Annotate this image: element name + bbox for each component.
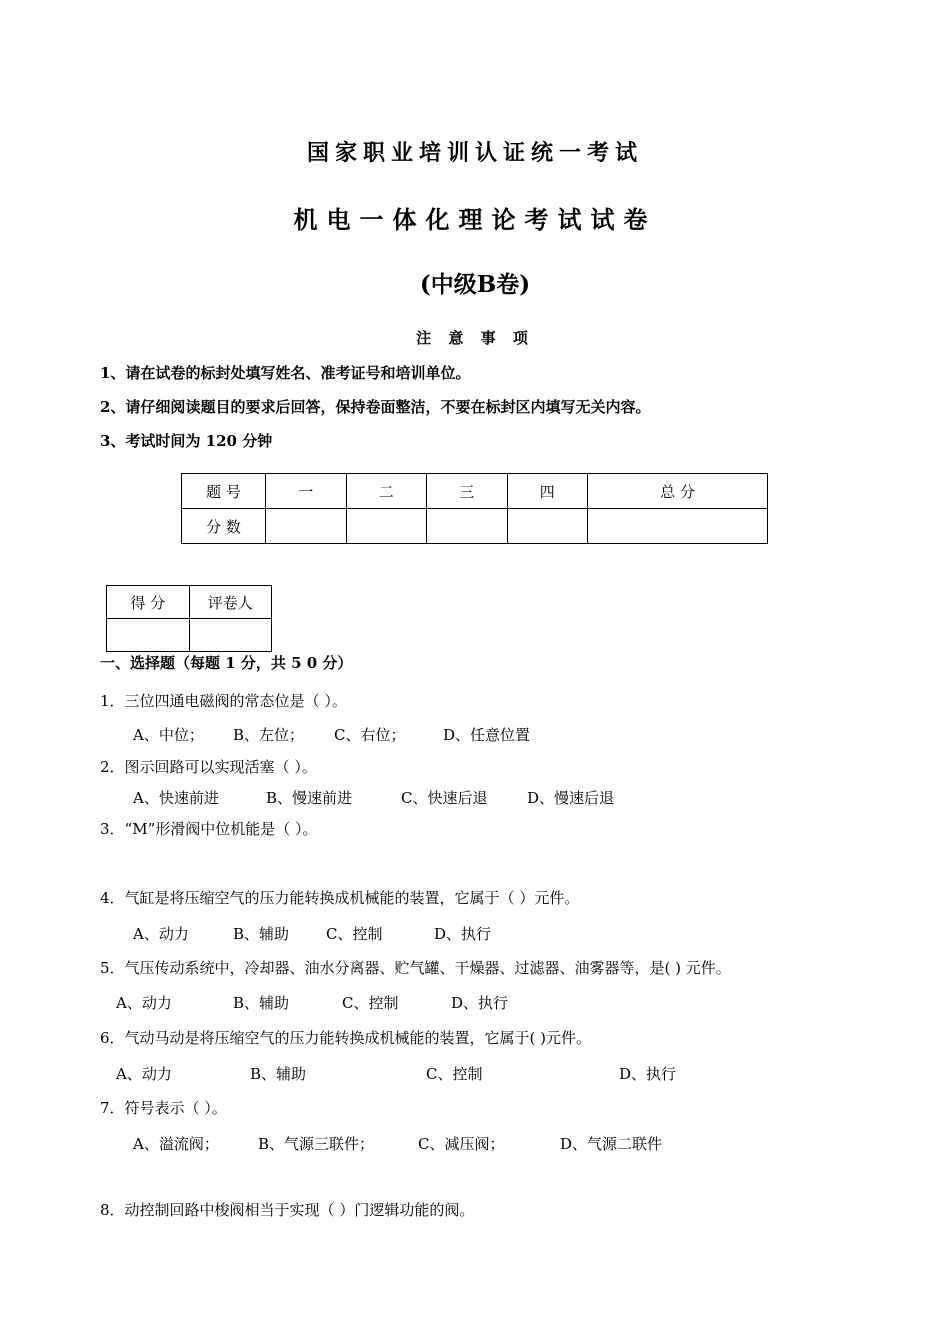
score-input-cell[interactable] — [588, 509, 768, 544]
option: B、辅助 — [233, 925, 290, 943]
score-header-cell: 四 — [507, 474, 588, 509]
question-text: 7．符号表示（ ）。 — [100, 1099, 227, 1117]
option: D、慢速后退 — [527, 789, 615, 807]
score-table — [181, 473, 768, 544]
question-text: 1．三位四通电磁阀的常态位是（ ）。 — [100, 692, 347, 710]
option: B、辅助 — [233, 994, 290, 1012]
option: A、动力 — [133, 925, 189, 943]
notice-item: 1、请在试卷的标封处填写姓名、准考证号和培训单位。 — [100, 364, 471, 382]
option: D、气源二联件 — [560, 1135, 663, 1153]
grader-header-cell: 评卷人 — [189, 586, 272, 619]
option: C、快速后退 — [401, 789, 488, 807]
score-header-cell: 三 — [427, 474, 508, 509]
question-text: 6．气动马动是将压缩空气的压力能转换成机械能的装置，它属于( )元件。 — [100, 1029, 592, 1047]
option: A、溢流阀； — [133, 1135, 219, 1153]
option: C、控制 — [326, 925, 383, 943]
score-input-cell[interactable] — [507, 509, 588, 544]
option: C、减压阀； — [418, 1135, 505, 1153]
option: D、执行 — [451, 994, 509, 1012]
score-header-cell: 一 — [266, 474, 347, 509]
table-row — [107, 619, 272, 652]
question-text: 3．“M”形滑阀中位机能是（ ）。 — [100, 820, 318, 838]
score-input-cell[interactable] — [346, 509, 427, 544]
option: C、控制 — [426, 1065, 483, 1083]
option: D、任意位置 — [443, 726, 531, 744]
table-row — [107, 586, 272, 619]
score-header-cell: 二 — [346, 474, 427, 509]
grader-header-cell: 得 分 — [107, 586, 190, 619]
exam-title: 国家职业培训认证统一考试 — [306, 140, 643, 166]
section-title: 一、选择题（每题 1 分，共 5 0 分） — [100, 654, 353, 672]
option: C、控制 — [342, 994, 399, 1012]
notice-heading: 注 意 事 项 — [416, 329, 534, 347]
option: B、慢速前进 — [266, 789, 353, 807]
table-row — [182, 509, 768, 544]
score-input-cell[interactable] — [427, 509, 508, 544]
option: A、动力 — [116, 994, 172, 1012]
option: A、动力 — [116, 1065, 172, 1083]
score-row-label: 分 数 — [182, 509, 266, 544]
option: C、右位； — [334, 726, 406, 744]
option: B、辅助 — [250, 1065, 307, 1083]
paper-title: 机电一体化理论考试试卷 — [293, 205, 657, 234]
question-text: 5．气压传动系统中，冷却器、油水分离器、贮气罐、干燥器、过滤器、油雾器等，是( ) 元件。 — [100, 959, 731, 977]
option: A、快速前进 — [133, 789, 219, 807]
grader-table — [106, 585, 272, 652]
option: B、左位； — [233, 726, 305, 744]
score-header-cell: 题 号 — [182, 474, 266, 509]
notice-item: 2、请仔细阅读题目的要求后回答，保持卷面整洁，不要在标封区内填写无关内容。 — [100, 398, 651, 416]
notice-item: 3、考试时间为 120 分钟 — [100, 432, 273, 450]
option: B、气源三联件； — [258, 1135, 375, 1153]
score-input-cell[interactable] — [266, 509, 347, 544]
option: D、执行 — [619, 1065, 677, 1083]
table-row — [182, 474, 768, 509]
grader-input-cell[interactable] — [189, 619, 272, 652]
question-text: 2．图示回路可以实现活塞（ ）。 — [100, 758, 317, 776]
option: D、执行 — [434, 925, 492, 943]
score-header-cell: 总 分 — [588, 474, 768, 509]
question-text: 8．动控制回路中梭阀相当于实现（ ）门逻辑功能的阀。 — [100, 1201, 475, 1219]
option: A、中位； — [133, 726, 204, 744]
paper-level: (中级B卷) — [419, 271, 531, 298]
question-text: 4．气缸是将压缩空气的压力能转换成机械能的装置，它属于（ ）元件。 — [100, 889, 580, 907]
grader-input-cell[interactable] — [107, 619, 190, 652]
